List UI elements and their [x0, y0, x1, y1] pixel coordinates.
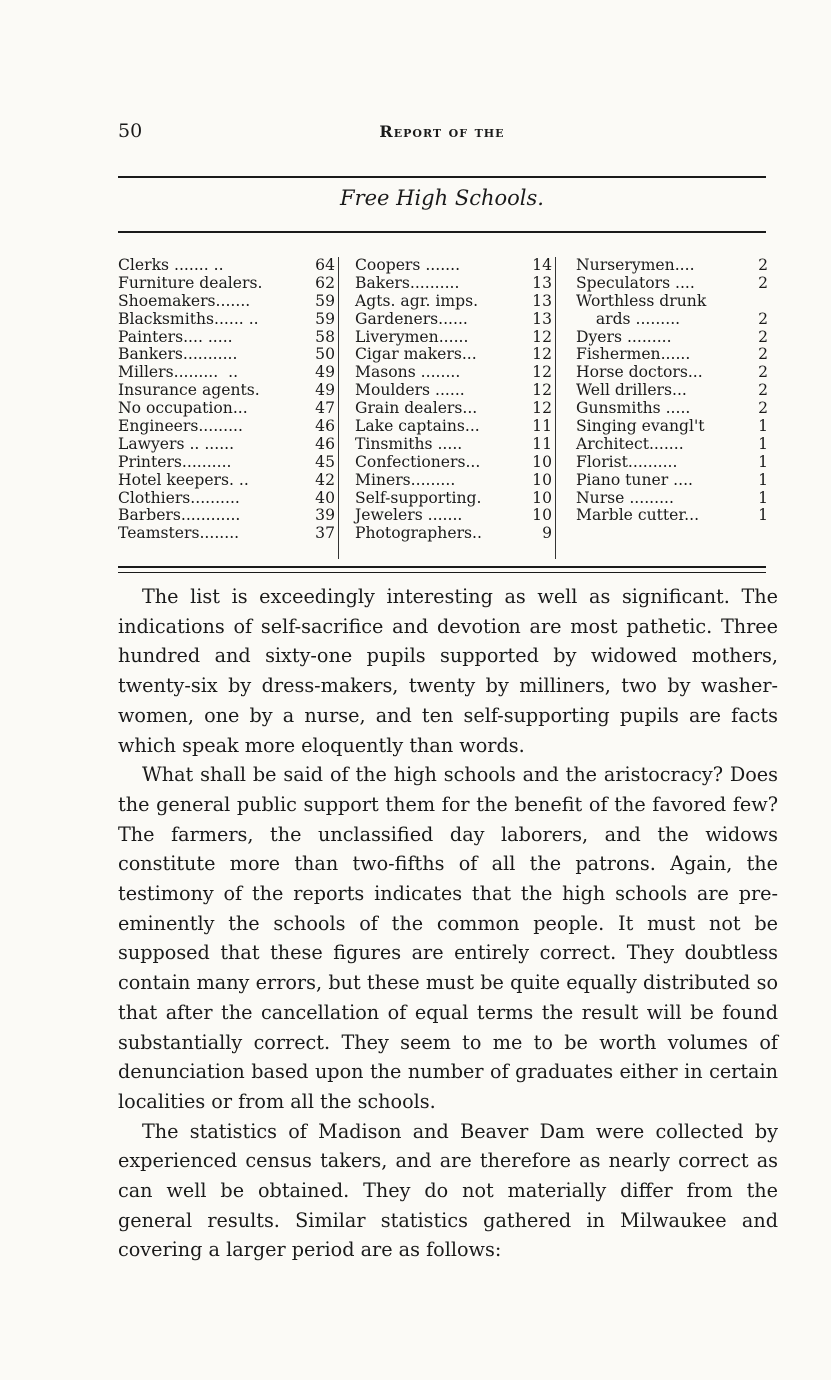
table-row	[118, 400, 338, 418]
occupation-count: 49	[315, 381, 335, 400]
section-title: Free High Schools.	[340, 186, 544, 210]
occupation-count: 1	[758, 452, 768, 471]
table-row	[355, 472, 555, 490]
occupation-name: Jewelers .......	[355, 506, 463, 525]
table-row	[576, 257, 768, 275]
occupation-count: 10	[532, 452, 552, 471]
top-rule	[118, 176, 766, 178]
table-row	[355, 454, 555, 472]
occupation-name: Marble cutter...	[576, 506, 700, 525]
occupation-count: 1	[758, 488, 768, 507]
paragraph: What shall be said of the high schools and the aristocracy? Does the general public support them for the benefit of the favored few? The farmers, the unclassified day laborers, and the widows constitute more than two-fifths of all the patrons. Again, the testimony of the reports indicates that the high schools are pre-eminently the schools of the common people. It must not be supposed that these figures are entirely correct. They doubtless contain many errors, but these must be quite equally distributed so that after the cancellation of equal terms the result will be found substantially correct. They seem to me to be worth volumes of denunciation based upon the number of graduates either in certain localities or from all the schools.	[118, 763, 778, 1113]
occupation-count: 47	[315, 399, 335, 418]
table-row	[355, 329, 555, 347]
occupation-count: 59	[315, 291, 335, 310]
page-header	[118, 120, 766, 144]
occupation-count: 62	[315, 273, 335, 292]
occupation-name: No occupation...	[118, 399, 248, 418]
occupation-count: 45	[315, 452, 335, 471]
table-row	[355, 436, 555, 454]
occupation-name: Photographers..	[355, 524, 482, 543]
occupation-name: Masons ........	[355, 363, 461, 382]
occupation-name: Insurance agents.	[118, 381, 260, 400]
table-row	[118, 436, 338, 454]
table-row	[576, 382, 768, 400]
table-row	[118, 382, 338, 400]
occupation-name: Clerks ....... ..	[118, 256, 224, 274]
table-row	[118, 293, 338, 311]
occupation-count: 2	[758, 327, 768, 346]
table-row	[355, 418, 555, 436]
occupation-name: Horse doctors...	[576, 363, 703, 382]
body-text	[118, 582, 778, 1265]
occupation-count: 10	[532, 506, 552, 525]
occupation-name: Dyers .........	[576, 327, 672, 346]
occupation-count: 12	[532, 363, 552, 382]
occupation-name: Lake captains...	[355, 417, 480, 436]
table-row	[355, 364, 555, 382]
occupation-count: 14	[532, 256, 552, 274]
table-row	[576, 346, 768, 364]
table-row	[576, 507, 768, 525]
occupation-count: 2	[758, 345, 768, 364]
occupation-name: Hotel keepers. ..	[118, 470, 249, 489]
title-rule	[118, 231, 766, 233]
occupation-count: 2	[758, 363, 768, 382]
occupation-name: Moulders ......	[355, 381, 465, 400]
table-row	[576, 418, 768, 436]
occupation-name: Worthless drunk	[576, 291, 707, 310]
occupation-name: Teamsters........	[118, 524, 240, 543]
occupation-name: Florist..........	[576, 452, 678, 471]
occupation-count: 37	[315, 524, 335, 543]
occupation-name: Grain dealers...	[355, 399, 478, 418]
table-row	[576, 329, 768, 347]
occupation-name: Self-supporting.	[355, 488, 482, 507]
occupation-name: Liverymen......	[355, 327, 469, 346]
running-head: Report of the	[379, 122, 505, 141]
occupation-name: Engineers.........	[118, 417, 243, 436]
occupation-count: 40	[315, 488, 335, 507]
occupation-count: 10	[532, 470, 552, 489]
occupation-name: Speculators ....	[576, 273, 695, 292]
occupation-count: 1	[758, 470, 768, 489]
occupation-name: Miners.........	[355, 470, 456, 489]
table-row	[355, 507, 555, 525]
table-row	[118, 507, 338, 525]
occupation-name: Bakers..........	[355, 273, 460, 292]
table-row	[576, 490, 768, 508]
occupation-name: Bankers...........	[118, 345, 238, 364]
occupation-count: 12	[532, 399, 552, 418]
occupation-name: Millers......... ..	[118, 363, 239, 382]
table-row	[118, 454, 338, 472]
table-bottom-rule-thin	[118, 572, 766, 573]
table-row	[118, 472, 338, 490]
table-row	[118, 346, 338, 364]
occupation-count: 11	[532, 434, 552, 453]
page-number: 50	[118, 120, 143, 142]
table-row	[118, 311, 338, 329]
occupation-count: 2	[758, 381, 768, 400]
occupation-count: 2	[758, 399, 768, 418]
table-row	[576, 472, 768, 490]
occupation-name: Singing evangl't	[576, 417, 705, 436]
occupation-count: 46	[315, 434, 335, 453]
table-row	[118, 364, 338, 382]
occupation-count: 1	[758, 434, 768, 453]
occupations-column-3	[576, 257, 768, 559]
occupation-count: 2	[758, 309, 768, 328]
table-row	[576, 454, 768, 472]
occupation-count: 64	[315, 256, 335, 274]
occupation-count: 10	[532, 488, 552, 507]
occupation-count: 2	[758, 256, 768, 274]
table-row	[118, 257, 338, 275]
occupation-count: 12	[532, 381, 552, 400]
occupation-count: 39	[315, 506, 335, 525]
occupation-count: 46	[315, 417, 335, 436]
occupation-count: 13	[532, 291, 552, 310]
occupation-count: 9	[542, 524, 552, 543]
occupation-name: Lawyers .. ......	[118, 434, 235, 453]
paragraph: The statistics of Madison and Beaver Dam were collected by experienced census takers, and are therefore as nearly correct as can well be obtained. They do not materially differ from the general results. Similar statistics gathered in Milwaukee and covering a larger period are as follows:	[118, 1119, 778, 1262]
occupation-name: Painters.... .....	[118, 327, 233, 346]
occupation-name: Confectioners...	[355, 452, 481, 471]
occupation-count: 13	[532, 309, 552, 328]
table-row	[576, 293, 768, 311]
table-row	[355, 311, 555, 329]
occupations-table	[118, 257, 768, 559]
table-row	[355, 490, 555, 508]
occupation-name: Nurserymen....	[576, 256, 695, 274]
table-row	[118, 329, 338, 347]
occupation-name: Piano tuner ....	[576, 470, 693, 489]
occupation-count: 13	[532, 273, 552, 292]
table-row	[355, 400, 555, 418]
occupation-count: 42	[315, 470, 335, 489]
table-bottom-rule	[118, 566, 766, 568]
occupation-name: Architect.......	[576, 434, 684, 453]
occupation-count: 59	[315, 309, 335, 328]
occupation-name: Tinsmiths .....	[355, 434, 463, 453]
occupation-name: Gunsmiths .....	[576, 399, 691, 418]
table-row	[355, 275, 555, 293]
occupation-name: Gardeners......	[355, 309, 468, 328]
occupation-name: Furniture dealers.	[118, 273, 263, 292]
table-row	[118, 418, 338, 436]
occupation-name: Barbers............	[118, 506, 241, 525]
table-row	[355, 525, 555, 543]
table-row	[576, 311, 768, 329]
occupation-name: Shoemakers.......	[118, 291, 251, 310]
occupation-count: 58	[315, 327, 335, 346]
occupation-name: ards .........	[576, 309, 681, 328]
occupation-count: 1	[758, 417, 768, 436]
occupation-name: Blacksmiths...... ..	[118, 309, 259, 328]
table-row	[576, 275, 768, 293]
table-row	[118, 275, 338, 293]
occupations-column-2	[355, 257, 556, 559]
table-row	[355, 293, 555, 311]
table-row	[576, 400, 768, 418]
occupation-name: Fishermen......	[576, 345, 691, 364]
paragraph: The list is exceedingly interesting as well as significant. The indications of self-sacrifice and devotion are most pathetic. Three hundred and sixty-one pupils supported by widowed mothers, twenty-six by dress-makers, twenty by milliners, two by washer-women, one by a nurse, and ten self-supporting pupils are facts which speak more eloquently than words.	[118, 585, 778, 757]
occupation-name: Cigar makers...	[355, 345, 477, 364]
occupation-count: 2	[758, 273, 768, 292]
table-row	[576, 436, 768, 454]
table-row	[355, 346, 555, 364]
table-row	[355, 257, 555, 275]
occupation-name: Coopers .......	[355, 256, 461, 274]
occupation-name: Agts. agr. imps.	[355, 291, 479, 310]
occupation-count: 50	[315, 345, 335, 364]
occupations-column-1	[118, 257, 339, 559]
occupation-count: 12	[532, 345, 552, 364]
table-row	[118, 490, 338, 508]
occupation-count: 1	[758, 506, 768, 525]
occupation-name: Clothiers..........	[118, 488, 240, 507]
occupation-name: Well drillers...	[576, 381, 687, 400]
table-row	[355, 382, 555, 400]
table-row	[118, 525, 338, 543]
occupation-name: Nurse .........	[576, 488, 674, 507]
table-row	[576, 364, 768, 382]
occupation-name: Printers..........	[118, 452, 232, 471]
occupation-count: 49	[315, 363, 335, 382]
occupation-count: 12	[532, 327, 552, 346]
occupation-count: 11	[532, 417, 552, 436]
